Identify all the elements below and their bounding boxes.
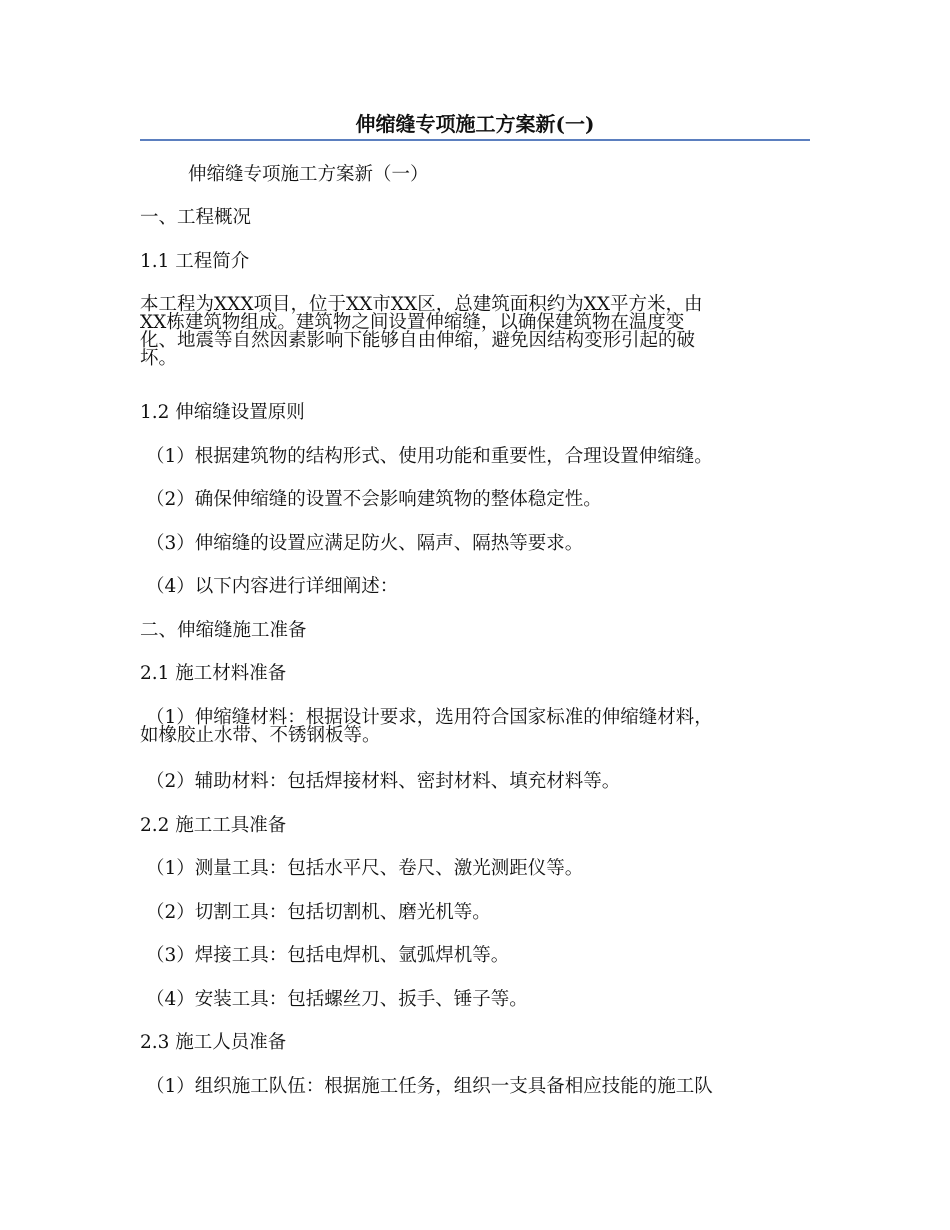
list-item: （2）确保伸缩缝的设置不会影响建筑物的整体稳定性。 <box>146 489 602 510</box>
subsection-heading-2-3: 2.3 施工人员准备 <box>140 1032 287 1053</box>
section-heading-1: 一、工程概况 <box>140 207 252 228</box>
subsection-heading-1-2: 1.2 伸缩缝设置原则 <box>140 402 305 423</box>
subsection-heading-2-1: 2.1 施工材料准备 <box>140 663 287 684</box>
list-item: （4）安装工具：包括螺丝刀、扳手、锤子等。 <box>146 989 528 1010</box>
list-item: （2）切割工具：包括切割机、磨光机等。 <box>146 902 491 923</box>
list-item: （3）伸缩缝的设置应满足防火、隔声、隔热等要求。 <box>146 533 584 554</box>
subsection-heading-2-2: 2.2 施工工具准备 <box>140 815 287 836</box>
list-item-line: 如橡胶止水带、不锈钢板等。 <box>140 725 381 746</box>
list-item: （4）以下内容进行详细阐述： <box>146 576 399 597</box>
list-item: （1）根据建筑物的结构形式、使用功能和重要性，合理设置伸缩缝。 <box>146 446 713 467</box>
document-header <box>140 110 810 142</box>
list-item: （3）焊接工具：包括电焊机、氩弧焊机等。 <box>146 945 510 966</box>
section-heading-2: 二、伸缩缝施工准备 <box>140 620 307 641</box>
list-item: （1）组织施工队伍：根据施工任务，组织一支具备相应技能的施工队 <box>146 1076 713 1097</box>
header-divider <box>140 139 810 141</box>
paragraph-line: 本工程为XXX项目，位于XX市XX区，总建筑面积约为XX平方米，由 <box>140 294 703 315</box>
subsection-heading-1-1: 1.1 工程简介 <box>140 251 250 272</box>
list-item: （2）辅助材料：包括焊接材料、密封材料、填充材料等。 <box>146 771 621 792</box>
document-subtitle: 伸缩缝专项施工方案新（一） <box>188 164 429 185</box>
document-title: 伸缩缝专项施工方案新(一) <box>355 112 595 136</box>
list-item-line: （1）伸缩缝材料：根据设计要求，选用符合国家标准的伸缩缝材料， <box>146 707 713 728</box>
list-item: （1）测量工具：包括水平尺、卷尺、激光测距仪等。 <box>146 858 584 879</box>
paragraph-line: 化、地震等自然因素影响下能够自由伸缩，避免因结构变形引起的破 <box>140 330 696 351</box>
paragraph-line: XX栋建筑物组成。建筑物之间设置伸缩缝，以确保建筑物在温度变 <box>140 312 685 333</box>
paragraph-line: 坏。 <box>140 348 178 369</box>
